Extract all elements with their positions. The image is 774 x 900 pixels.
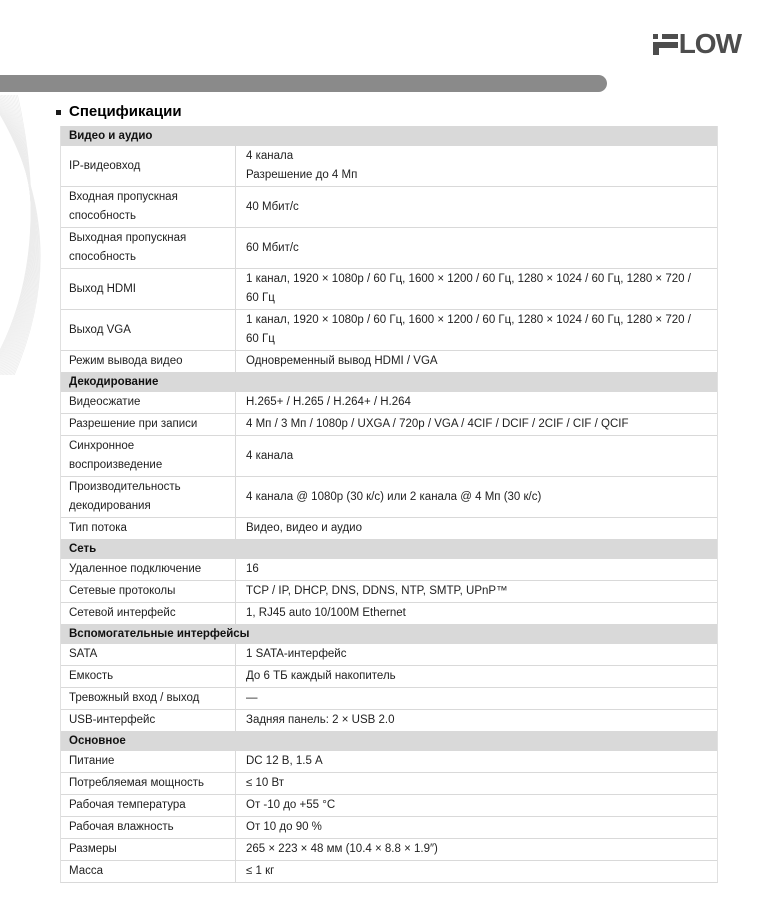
spec-row-value: [236, 710, 717, 731]
spec-row-label: Масса: [61, 861, 236, 882]
spec-value-line: Разрешение до 4 Мп: [246, 169, 358, 181]
spec-row: [61, 602, 717, 624]
spec-row: [61, 392, 717, 413]
spec-row-value: [236, 603, 717, 624]
brand-logo: [653, 30, 741, 58]
spec-value-line: 4 канала @ 1080p (30 к/с) или 2 канала @ 4 Мп (30 к/с): [246, 490, 542, 503]
spec-row-label: Рабочая влажность: [61, 817, 236, 838]
spec-value-line: 265 × 223 × 48 мм (10.4 × 8.8 × 1.9″): [246, 843, 438, 855]
spec-row-value: [236, 688, 717, 709]
spec-row-label: Сетевые протоколы: [61, 581, 236, 602]
spec-row-label: IP-видеовход: [61, 146, 236, 186]
spec-row-value: [236, 773, 717, 794]
title-bullet-icon: [56, 110, 61, 115]
spec-row-label: USB-интерфейс: [61, 710, 236, 731]
spec-row-label: Производительность декодирования: [61, 477, 236, 517]
spec-value-line: 4 канала: [246, 150, 294, 162]
spec-row-label: Разрешение при записи: [61, 414, 236, 435]
spec-value-line: 4 канала: [246, 449, 294, 462]
logo-f-glyph: [653, 34, 678, 55]
spec-row: [61, 794, 717, 816]
spec-row-label: Тревожный вход / выход: [61, 688, 236, 709]
spec-row: [61, 816, 717, 838]
header-band: [0, 75, 607, 92]
spec-row: [61, 435, 717, 476]
spec-value-line: 40 Мбит/с: [246, 200, 299, 213]
spec-row-value: [236, 751, 717, 772]
spec-row: [61, 838, 717, 860]
spec-row: [61, 687, 717, 709]
spec-row-value: [236, 518, 717, 539]
section-header: Вспомогательные интерфейсы: [61, 624, 717, 644]
spec-row-value: [236, 146, 717, 186]
page-title-text: Спецификации: [69, 103, 182, 120]
spec-row: [61, 860, 717, 882]
spec-row-value: [236, 351, 717, 372]
spec-value-line: H.265+ / H.265 / H.264+ / H.264: [246, 396, 411, 408]
spec-row-label: Входная пропускная способность: [61, 187, 236, 227]
spec-row: [61, 772, 717, 794]
spec-row-label: Размеры: [61, 839, 236, 860]
spec-value-line: 1 SATA-интерфейс: [246, 648, 347, 660]
spec-row-value: [236, 269, 717, 309]
spec-row-label: Выходная пропускная способность: [61, 228, 236, 268]
spec-row-value: [236, 644, 717, 665]
spec-value-line: 4 Мп / 3 Мп / 1080p / UXGA / 720p / VGA / 4CIF / DCIF / 2CIF / CIF / QCIF: [246, 418, 629, 430]
section-header: Декодирование: [61, 372, 717, 392]
spec-row-label: Сетевой интерфейс: [61, 603, 236, 624]
spec-value-line: От 10 до 90 %: [246, 821, 322, 833]
spec-value-line: До 6 ТБ каждый накопитель: [246, 670, 396, 682]
spec-row: [61, 350, 717, 372]
spec-row: [61, 268, 717, 309]
spec-value-line: ≤ 10 Вт: [246, 777, 285, 789]
spec-value-line: 60 Мбит/с: [246, 241, 299, 254]
spec-row-value: [236, 436, 717, 476]
spec-row: [61, 559, 717, 580]
page-title: [60, 103, 718, 120]
spec-row-value: [236, 310, 717, 350]
spec-value-line: 16: [246, 563, 259, 575]
spec-value-line: DC 12 В, 1.5 А: [246, 755, 323, 767]
spec-row-value: [236, 477, 717, 517]
spec-row-value: [236, 861, 717, 882]
spec-row-value: [236, 414, 717, 435]
spec-row-value: [236, 817, 717, 838]
spec-row-label: Удаленное подключение: [61, 559, 236, 580]
spec-row: [61, 517, 717, 539]
spec-table: [60, 126, 718, 883]
spec-value-line: 1 канал, 1920 × 1080p / 60 Гц, 1600 × 1200 / 60 Гц, 1280 × 1024 / 60 Гц, 1280 × 720 / 60 Гц: [246, 273, 691, 304]
spec-value-line: От -10 до +55 °C: [246, 799, 336, 811]
spec-row-label: Тип потока: [61, 518, 236, 539]
spec-row-label: SATA: [61, 644, 236, 665]
spec-row-label: Выход HDMI: [61, 269, 236, 309]
spec-row-value: [236, 795, 717, 816]
page-content: [60, 103, 718, 883]
spec-row-value: [236, 839, 717, 860]
spec-value-line: —: [246, 692, 258, 704]
spec-value-line: ≤ 1 кг: [246, 865, 275, 877]
spec-row: [61, 665, 717, 687]
spec-value-line: TCP / IP, DHCP, DNS, DDNS, NTP, SMTP, UPnP™: [246, 585, 508, 597]
spec-row-label: Видеосжатие: [61, 392, 236, 413]
spec-row-value: [236, 187, 717, 227]
spec-row: [61, 309, 717, 350]
spec-row-value: [236, 228, 717, 268]
spec-value-line: Задняя панель: 2 × USB 2.0: [246, 714, 395, 726]
spec-row-label: Синхронное воспроизведение: [61, 436, 236, 476]
spec-row-value: [236, 392, 717, 413]
spec-row-label: Выход VGA: [61, 310, 236, 350]
spec-row-value: [236, 666, 717, 687]
spec-row-value: [236, 581, 717, 602]
spec-row: [61, 227, 717, 268]
section-header: Сеть: [61, 539, 717, 559]
spec-row: [61, 644, 717, 665]
spec-row: [61, 146, 717, 186]
spec-row: [61, 413, 717, 435]
logo-text: LOW: [678, 28, 741, 59]
spec-value-line: Видео, видео и аудио: [246, 522, 362, 534]
spec-row: [61, 476, 717, 517]
spec-row-label: Рабочая температура: [61, 795, 236, 816]
spec-row-label: Емкость: [61, 666, 236, 687]
spec-row-label: Режим вывода видео: [61, 351, 236, 372]
spec-row: [61, 186, 717, 227]
section-header: Видео и аудио: [61, 126, 717, 146]
spec-row-label: Питание: [61, 751, 236, 772]
spec-row-value: [236, 559, 717, 580]
spec-row: [61, 580, 717, 602]
spec-row-label: Потребляемая мощность: [61, 773, 236, 794]
spec-row: [61, 709, 717, 731]
spec-value-line: Одновременный вывод HDMI / VGA: [246, 355, 438, 367]
spec-value-line: 1 канал, 1920 × 1080p / 60 Гц, 1600 × 1200 / 60 Гц, 1280 × 1024 / 60 Гц, 1280 × 720 / 60 Гц: [246, 314, 691, 345]
section-header: Основное: [61, 731, 717, 751]
spec-value-line: 1, RJ45 auto 10/100M Ethernet: [246, 607, 406, 619]
spec-row: [61, 751, 717, 772]
